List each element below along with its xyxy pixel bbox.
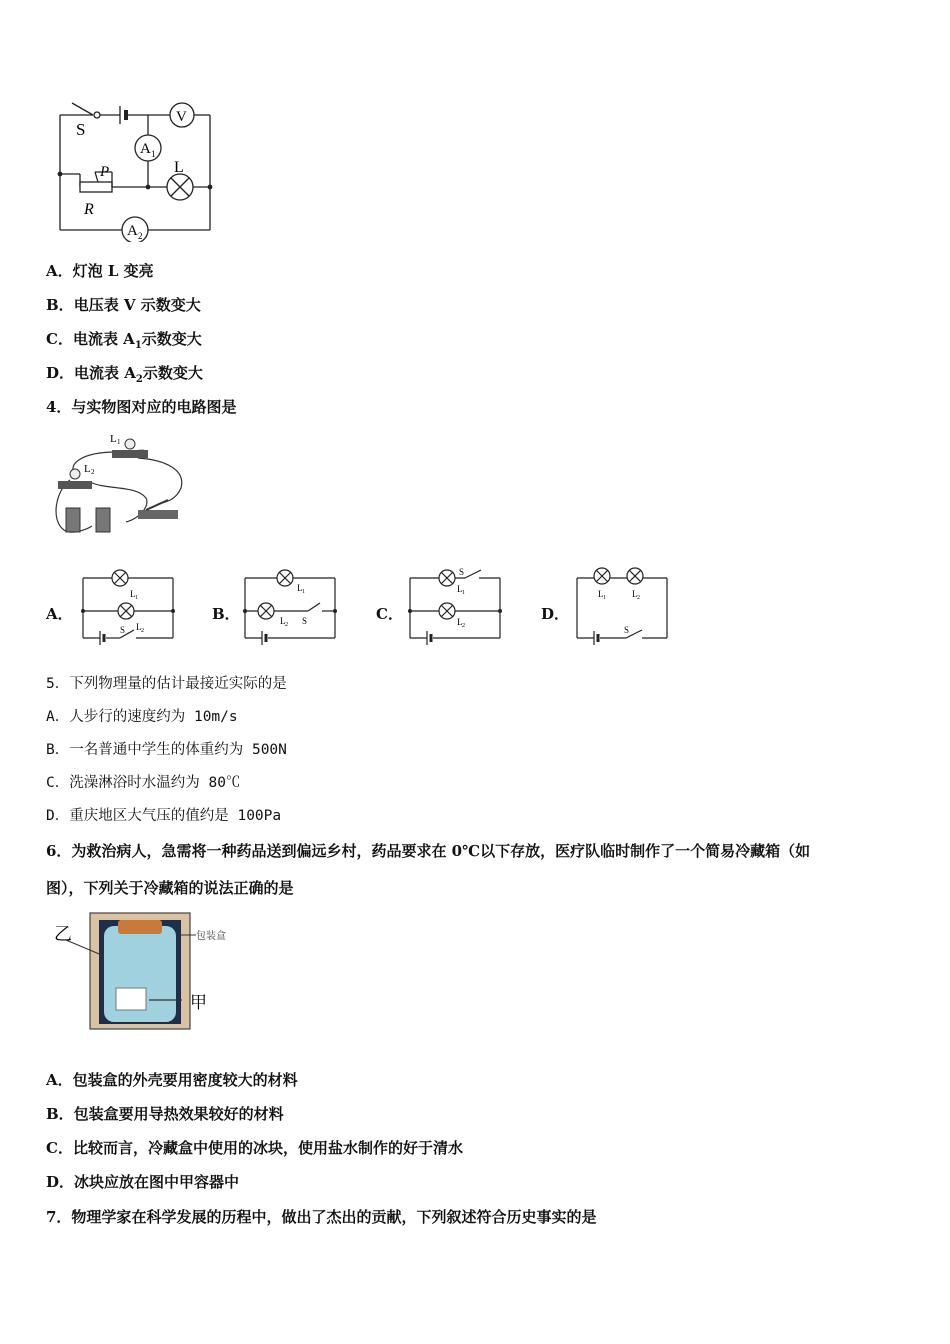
photo-l1-sub: 1 (117, 438, 121, 446)
choice-l2: L (136, 622, 142, 632)
q4-choice-d-diagram (572, 566, 672, 646)
option-letter: D． (46, 364, 75, 382)
q4-choice-c-letter: C． (376, 605, 403, 623)
q3-option-a (46, 261, 154, 281)
photo-l2-label: L (84, 463, 91, 475)
option-letter: C． (46, 330, 73, 348)
q4-choice-d-letter: D． (541, 605, 570, 623)
choice-l1-sub: 1 (135, 595, 138, 601)
option-letter: B． (46, 296, 74, 314)
choice-l1-sub: 1 (603, 595, 606, 601)
ammeter2-sub: 2 (138, 231, 143, 241)
q4-choice-b-letter: B． (212, 605, 240, 623)
q6-option-b: B．包装盒要用导热效果较好的材料 (46, 1105, 284, 1123)
label-box: 包装盒 (196, 931, 226, 942)
q6-cooler-figure (46, 908, 236, 1033)
q4-choice-a-diagram (78, 566, 178, 646)
q5-option-d: D．重庆地区大气压的值约是 100Pa (46, 808, 282, 824)
choice-s: S (459, 567, 465, 577)
voltmeter-label: V (176, 109, 187, 125)
ammeter2-label: A (127, 223, 138, 239)
option-subscript: 2 (135, 374, 143, 385)
photo-l1-label: L (110, 433, 117, 445)
choice-s: S (624, 625, 630, 635)
option-text: 灯泡 L 变亮 (72, 262, 154, 280)
slider-label: P (100, 164, 110, 180)
q4-choice-b-diagram (240, 566, 340, 646)
q6-option-c: C．比较而言，冷藏盒中使用的冰块，使用盐水制作的好于清水 (46, 1139, 463, 1157)
choice-s: S (120, 625, 126, 635)
q4-physical-circuit-photo (46, 430, 196, 540)
q5-option-a: A．人步行的速度约为 10m/s (46, 709, 238, 725)
choice-l2-sub: 2 (285, 622, 288, 628)
q4-photo-svg (46, 430, 196, 540)
q7-stem: 7．物理学家在科学发展的历程中，做出了杰出的贡献，下列叙述符合历史事实的是 (46, 1208, 597, 1226)
choice-l1-sub: 1 (302, 589, 305, 595)
choice-l1: L (598, 589, 604, 599)
q5-stem: 5．下列物理量的估计最接近实际的是 (46, 676, 287, 692)
lamp-label: L (174, 159, 184, 176)
option-text: 电压表 V 示数变大 (73, 296, 201, 314)
choice-l2-sub: 2 (141, 628, 144, 634)
q3-option-d (46, 363, 203, 390)
q6-cooler-svg (46, 908, 236, 1033)
choice-a-svg (78, 566, 178, 646)
choice-d-svg (572, 566, 672, 646)
q3-circuit-svg (50, 92, 220, 242)
q6-option-d: D．冰块应放在图中甲容器中 (46, 1173, 240, 1191)
option-text: 电流表 A (74, 364, 136, 382)
option-text: 电流表 A (72, 330, 135, 348)
q3-circuit-diagram (50, 92, 220, 242)
choice-l1: L (457, 584, 463, 594)
q4-stem: 4．与实物图对应的电路图是 (46, 398, 237, 416)
choice-l1: L (297, 583, 303, 593)
choice-l2-sub: 2 (637, 595, 640, 601)
choice-b-svg (240, 566, 340, 646)
ammeter1-label: A (140, 141, 151, 157)
q6-option-a: A．包装盒的外壳要用密度较大的材料 (46, 1071, 298, 1089)
rheostat-label: R (84, 201, 94, 218)
q5-option-b: B．一名普通中学生的体重约为 500N (46, 742, 287, 758)
q6-stem-line2: 图），下列关于冷藏箱的说法正确的是 (46, 879, 294, 897)
switch-label: S (76, 120, 86, 139)
label-yi: 乙 (54, 924, 72, 944)
q4-choice-a-letter: A． (46, 605, 73, 623)
choice-l2: L (280, 616, 286, 626)
choice-l1-sub: 1 (462, 590, 465, 596)
choice-s: S (302, 616, 308, 626)
q3-option-b (46, 295, 201, 315)
option-subscript: 1 (134, 340, 142, 351)
option-letter: A． (46, 262, 73, 280)
photo-l2-sub: 2 (91, 468, 95, 476)
ammeter1-sub: 1 (151, 149, 156, 159)
label-jia: 甲 (190, 993, 207, 1012)
choice-l2-sub: 2 (462, 623, 465, 629)
option-tail: 示数变大 (141, 330, 202, 348)
q3-option-c (46, 329, 202, 356)
choice-c-svg (405, 566, 505, 646)
choice-l1: L (130, 589, 136, 599)
q4-choice-c-diagram (405, 566, 505, 646)
q6-stem-line1: 6．为救治病人，急需将一种药品送到偏远乡村，药品要求在 0℃以下存放，医疗队临时制作了一个简易冷藏箱（如 (46, 842, 811, 860)
q5-option-c: C．洗澡淋浴时水温约为 80℃ (46, 775, 241, 791)
choice-l2: L (632, 589, 638, 599)
choice-l2: L (457, 617, 463, 627)
option-tail: 示数变大 (142, 364, 203, 382)
